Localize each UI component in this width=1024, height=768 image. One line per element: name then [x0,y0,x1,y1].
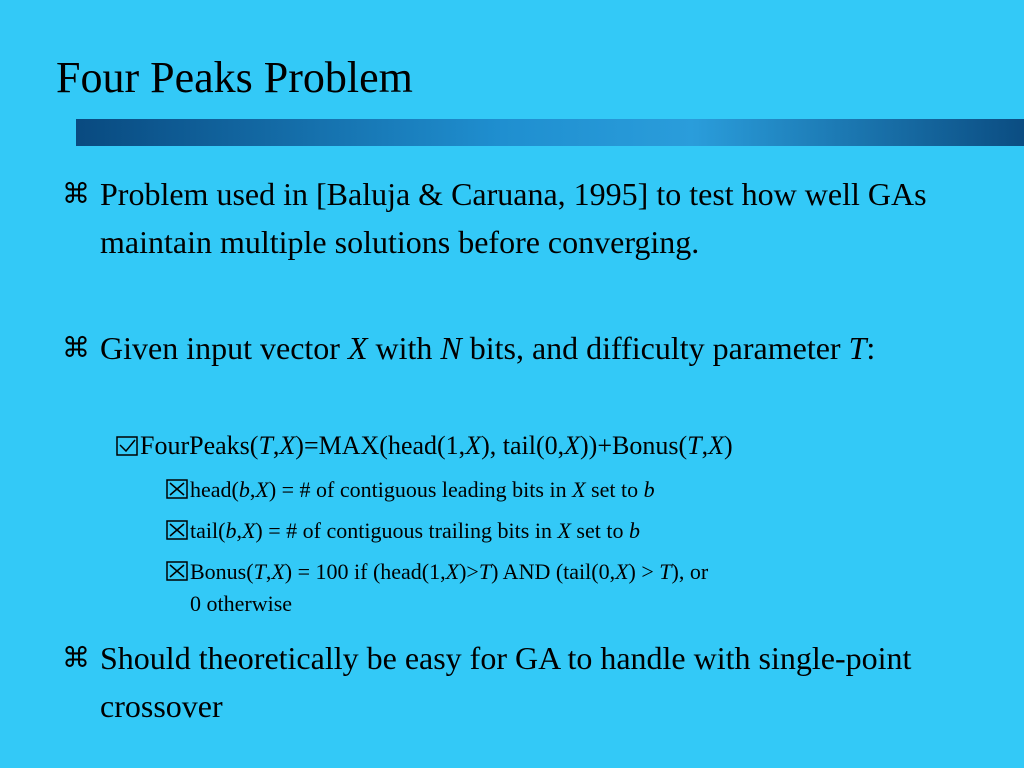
definition-head: head(b,X) = # of contiguous leading bits in X set to b [166,474,886,506]
bullet-item-1 [62,170,942,266]
title-underline-bar [76,119,1024,146]
command-key-icon: ⌘ [62,177,90,210]
x-box-icon [166,561,188,581]
slide-title: Four Peaks Problem [56,53,413,102]
x-box-icon [166,479,188,499]
bullet-text-2: Given input vector X with N bits, and difficulty parameter T: [100,330,876,366]
bullet-text-3: Should theoretically be easy for GA to handle with single-point crossover [100,640,912,724]
bullet-item-3 [62,634,942,730]
bullet-text-1: Problem used in [Baluja & Caruana, 1995] to test how well GAs maintain multiple solutions before converging. [100,176,927,260]
command-key-icon: ⌘ [62,331,90,364]
command-key-icon: ⌘ [62,641,90,674]
x-box-icon [166,520,188,540]
check-box-icon [116,436,138,456]
definition-tail: tail(b,X) = # of contiguous trailing bits in X set to b [166,515,886,547]
bullet-item-2 [62,324,942,372]
definition-bonus-continuation: 0 otherwise [190,591,293,616]
fourpeaks-formula: FourPeaks(T,X)=MAX(head(1,X), tail(0,X))+Bonus(T,X) [116,429,996,463]
definition-bonus: Bonus(T,X) = 100 if (head(1,X)>T) AND (tail(0,X) > T), or 0 otherwise [166,556,886,620]
